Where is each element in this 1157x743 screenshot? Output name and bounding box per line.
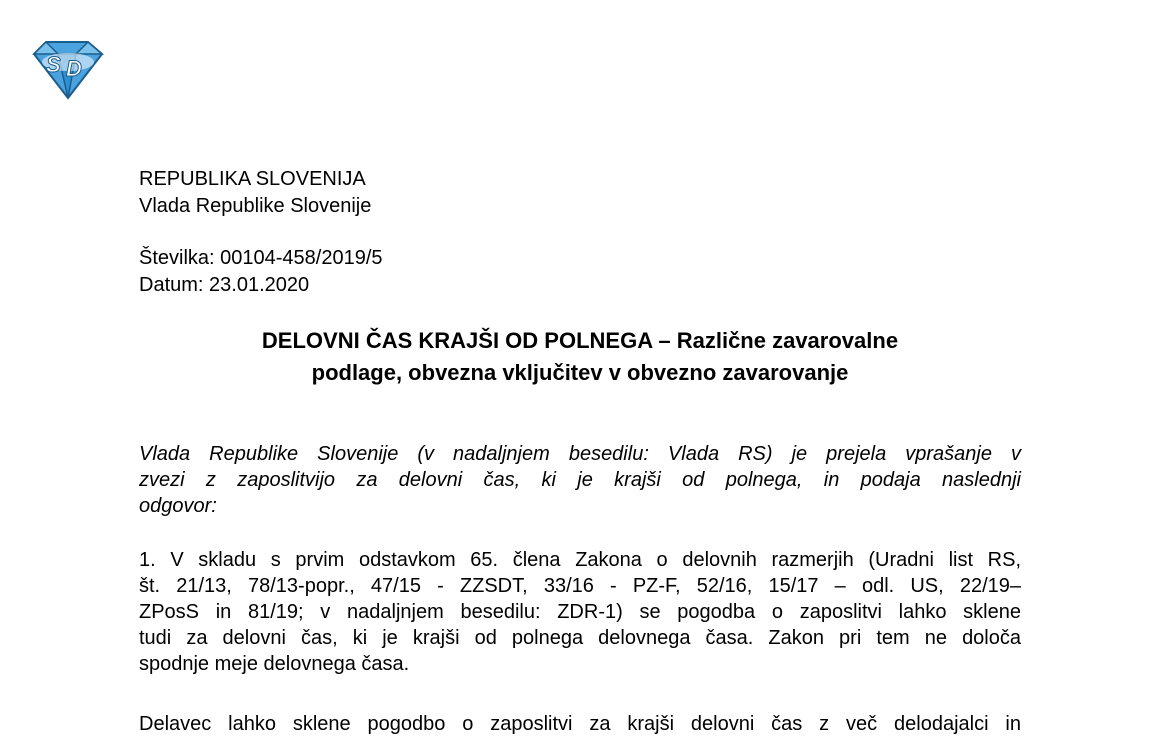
document-number: Številka: 00104-458/2019/5	[139, 247, 383, 269]
section-1-line: spodnje meje delovnega časa.	[139, 653, 410, 675]
section-1-line: tudi za delovni čas, ki je krajši od polnega delovnega časa. Zakon pri tem ne določa	[139, 627, 1021, 649]
org-name: REPUBLIKA SLOVENIJA	[139, 168, 366, 190]
section-2-line: Delavec lahko sklene pogodbo o zaposlitvi za krajši delovni čas z več delodajalci in	[139, 713, 1021, 735]
intro-paragraph	[139, 441, 1021, 519]
section-1-paragraph	[139, 547, 1021, 677]
org-government: Vlada Republike Slovenije	[139, 195, 372, 217]
intro-line: odgovor:	[139, 495, 217, 517]
document-title-line-1: DELOVNI ČAS KRAJŠI OD POLNEGA – Različne zavarovalne	[261, 328, 899, 353]
intro-line: zvezi z zaposlitvijo za delovni čas, ki je krajši od polnega, in podaja naslednji	[139, 469, 1021, 491]
section-2-paragraph	[139, 711, 1021, 737]
svg-text:D: D	[66, 56, 82, 81]
svg-text:S: S	[46, 52, 61, 77]
section-1-line: 1. V skladu s prvim odstavkom 65. člena Zakona o delovnih razmerjih (Uradni list RS,	[139, 549, 1021, 571]
section-1-line: ZPosS in 81/19; v nadaljnjem besedilu: ZDR-1) se pogodba o zaposlitvi lahko sklene	[139, 601, 1021, 623]
intro-line: Vlada Republike Slovenije (v nadaljnjem besedilu: Vlada RS) je prejela vprašanje v	[139, 443, 1021, 465]
sd-logo-icon	[30, 40, 104, 100]
section-1-line: št. 21/13, 78/13-popr., 47/15 - ZZSDT, 33/16 - PZ-F, 52/16, 15/17 – odl. US, 22/19–	[139, 575, 1021, 597]
document-title-line-2: podlage, obvezna vključitev v obvezno zavarovanje	[311, 360, 849, 385]
document-date: Datum: 23.01.2020	[139, 274, 310, 296]
